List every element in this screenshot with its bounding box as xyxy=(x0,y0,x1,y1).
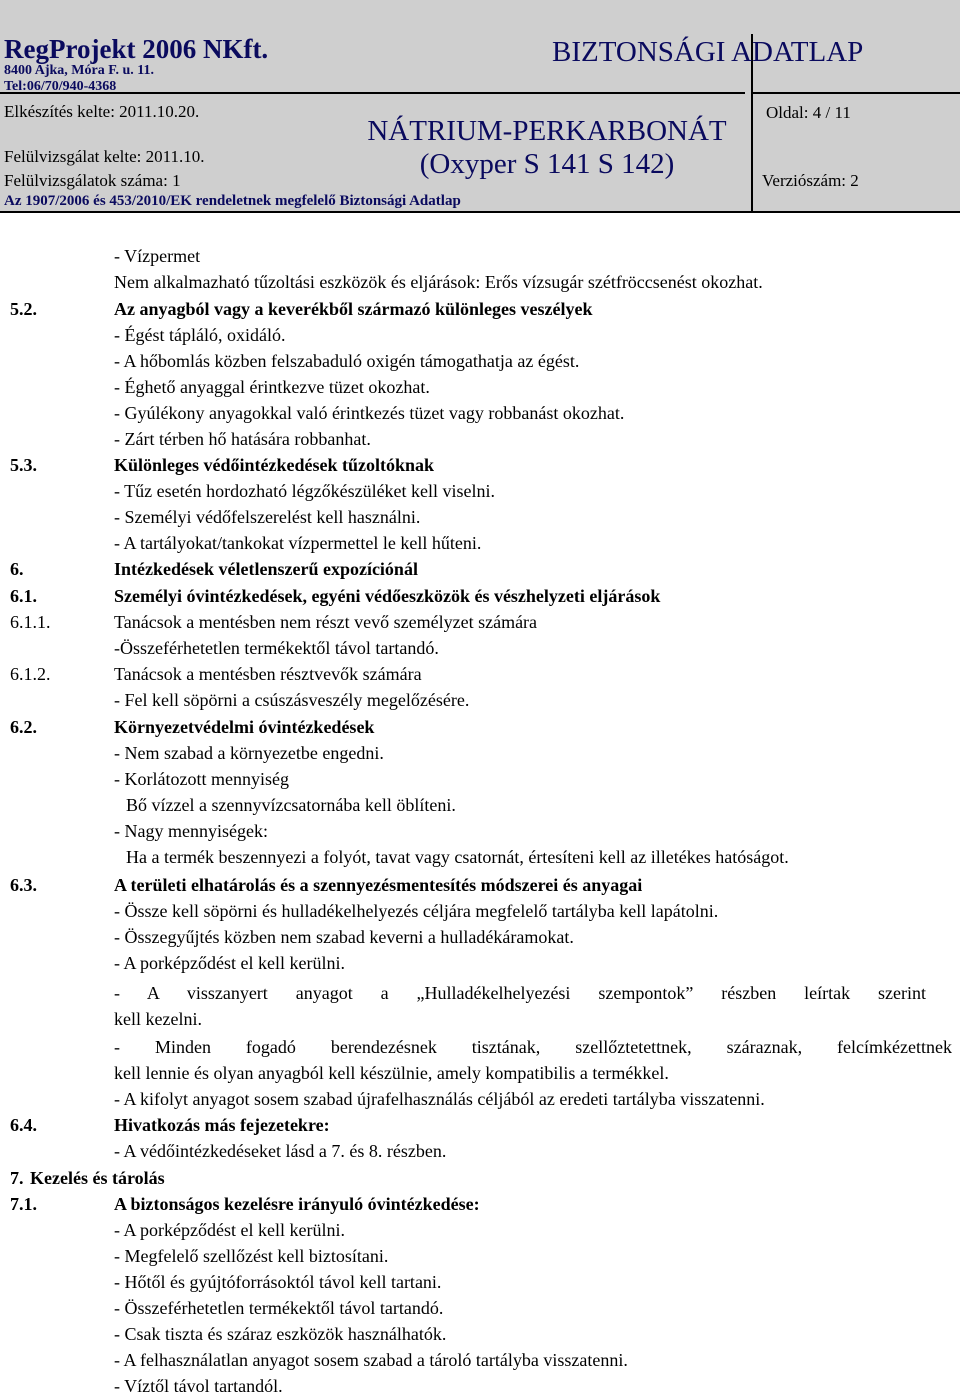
section-number: 6.1. xyxy=(10,586,37,606)
prepared-date: Elkészítés kelte: 2011.10.20. xyxy=(4,102,200,121)
body-line: - Gyúlékony anyagokkal való érintkezés tüzet vagy robbanást okozhat. xyxy=(114,403,625,423)
body-line: -Összeférhetetlen termékektől távol tartandó. xyxy=(114,638,439,658)
section-heading: A területi elhatárolás és a szennyezésmentesítés módszerei és anyagai xyxy=(114,875,643,895)
body-line: - Éghető anyaggal érintkezve tüzet okozhat. xyxy=(114,377,430,397)
body-line: kell kezelni. xyxy=(114,1009,202,1029)
section-heading: A biztonságos kezelésre irányuló óvintézkedése: xyxy=(114,1194,480,1214)
body-line: kell lennie és olyan anyagból kell készülnie, amely kompatibilis a termékkel. xyxy=(114,1063,669,1083)
body-line: - A tartályokat/tankokat vízpermettel le kell hűteni. xyxy=(114,533,482,553)
section-heading: Tanácsok a mentésben nem részt vevő személyzet számára xyxy=(114,612,538,632)
company-phone: Tel:06/70/940-4368 xyxy=(4,79,117,94)
body-line: - A porképződést el kell kerülni. xyxy=(114,953,345,973)
body-line: - Korlátozott mennyiség xyxy=(114,769,289,789)
revision-count: Felülvizsgálatok száma: 1 xyxy=(4,171,181,190)
section-number: 6.4. xyxy=(10,1115,37,1135)
document-title: BIZTONSÁGI ADATLAP xyxy=(552,36,864,68)
section-number: 6.1.2. xyxy=(10,664,51,684)
section-number: 6.1.1. xyxy=(10,612,51,632)
body-line: Bő vízzel a szennyvízcsatornába kell öblíteni. xyxy=(126,795,456,815)
section-heading: Hivatkozás más fejezetekre: xyxy=(114,1115,330,1135)
page-number: Oldal: 4 / 11 xyxy=(766,103,851,122)
body-line: - Tűz esetén hordozható légzőkészüléket kell viselni. xyxy=(114,481,496,501)
body-line: - Minden fogadó berendezésnek tisztának, szellőztetettnek, száraznak, felcímkézettnek xyxy=(114,1037,952,1057)
body-line: - Össze kell söpörni és hulladékelhelyezés céljára megfelelő tartályba kell lapátolni. xyxy=(114,901,719,921)
body-line: - Megfelelő szellőzést kell biztosítani. xyxy=(114,1246,389,1266)
section-number: 6. xyxy=(10,559,24,579)
section-heading: Különleges védőintézkedések tűzoltóknak xyxy=(114,455,435,475)
section-heading: Az anyagból vagy a keverékből származó különleges veszélyek xyxy=(114,299,593,319)
body-line: - A felhasználatlan anyagot sosem szabad a tároló tartályba visszatenni. xyxy=(114,1350,628,1370)
body-line: - A porképződést el kell kerülni. xyxy=(114,1220,345,1240)
body-line: - A kifolyt anyagot sosem szabad újrafelhasználás céljából az eredeti tartályba visszatenni. xyxy=(114,1089,765,1109)
body-line: - Nem szabad a környezetbe engedni. xyxy=(114,743,384,763)
product-code: (Oxyper S 141 S 142) xyxy=(419,148,675,180)
body-line: - A hőbomlás közben felszabaduló oxigén támogathatja az égést. xyxy=(114,351,580,371)
section-heading: Személyi óvintézkedések, egyéni védőeszközök és vészhelyzeti eljárások xyxy=(114,586,661,606)
body-line: - Összeférhetetlen termékektől távol tartandó. xyxy=(114,1298,444,1318)
body-line: Ha a termék beszennyezi a folyót, tavat vagy csatornát, értesíteni kell az illetékes hatóságot. xyxy=(126,847,789,867)
body-line: - A védőintézkedéseket lásd a 7. és 8. részben. xyxy=(114,1141,447,1161)
body-line: - Víztől távol tartandól. xyxy=(114,1376,283,1396)
body-line: - Vízpermet xyxy=(114,246,201,266)
body-line: - Égést tápláló, oxidáló. xyxy=(114,325,286,345)
company-address: 8400 Ajka, Móra F. u. 11. xyxy=(4,63,154,78)
body-line: - Fel kell söpörni a csúszásveszély megelőzésére. xyxy=(114,690,470,710)
regulation-line: Az 1907/2006 és 453/2010/EK rendeletnek megfelelő Biztonsági Adatlap xyxy=(4,193,461,209)
body-line: - Zárt térben hő hatására robbanhat. xyxy=(114,429,371,449)
body-line: - Összegyűjtés közben nem szabad keverni a hulladékáramokat. xyxy=(114,927,574,947)
company-name: RegProjekt 2006 NKft. xyxy=(4,34,269,64)
document-header xyxy=(0,0,960,213)
section-number: 5.3. xyxy=(10,455,37,475)
section-number: 6.3. xyxy=(10,875,37,895)
section-heading: Kezelés és tárolás xyxy=(30,1168,165,1188)
section-number: 5.2. xyxy=(10,299,37,319)
body-line: - Hőtől és gyújtóforrásoktól távol kell tartani. xyxy=(114,1272,442,1292)
section-number: 7. xyxy=(10,1168,24,1188)
section-heading: Intézkedések véletlenszerű expozíciónál xyxy=(114,559,418,579)
version-number: Verziószám: 2 xyxy=(762,171,859,190)
section-heading: Környezetvédelmi óvintézkedések xyxy=(114,717,375,737)
section-heading: Tanácsok a mentésben résztvevők számára xyxy=(114,664,422,684)
product-name: NÁTRIUM-PERKARBONÁT xyxy=(367,115,727,147)
body-line: Nem alkalmazható tűzoltási eszközök és eljárások: Erős vízsugár szétfröccsenést okozhat. xyxy=(114,272,763,292)
section-number: 6.2. xyxy=(10,717,37,737)
body-line: - Nagy mennyiségek: xyxy=(114,821,268,841)
section-number: 7.1. xyxy=(10,1194,37,1214)
body-line: - A visszanyert anyagot a „Hulladékelhelyezési szempontok” részben leírtak szerint xyxy=(114,983,926,1003)
revision-date: Felülvizsgálat kelte: 2011.10. xyxy=(4,147,205,166)
body-line: - Csak tiszta és száraz eszközök használhatók. xyxy=(114,1324,447,1344)
body-line: - Személyi védőfelszerelést kell használni. xyxy=(114,507,421,527)
